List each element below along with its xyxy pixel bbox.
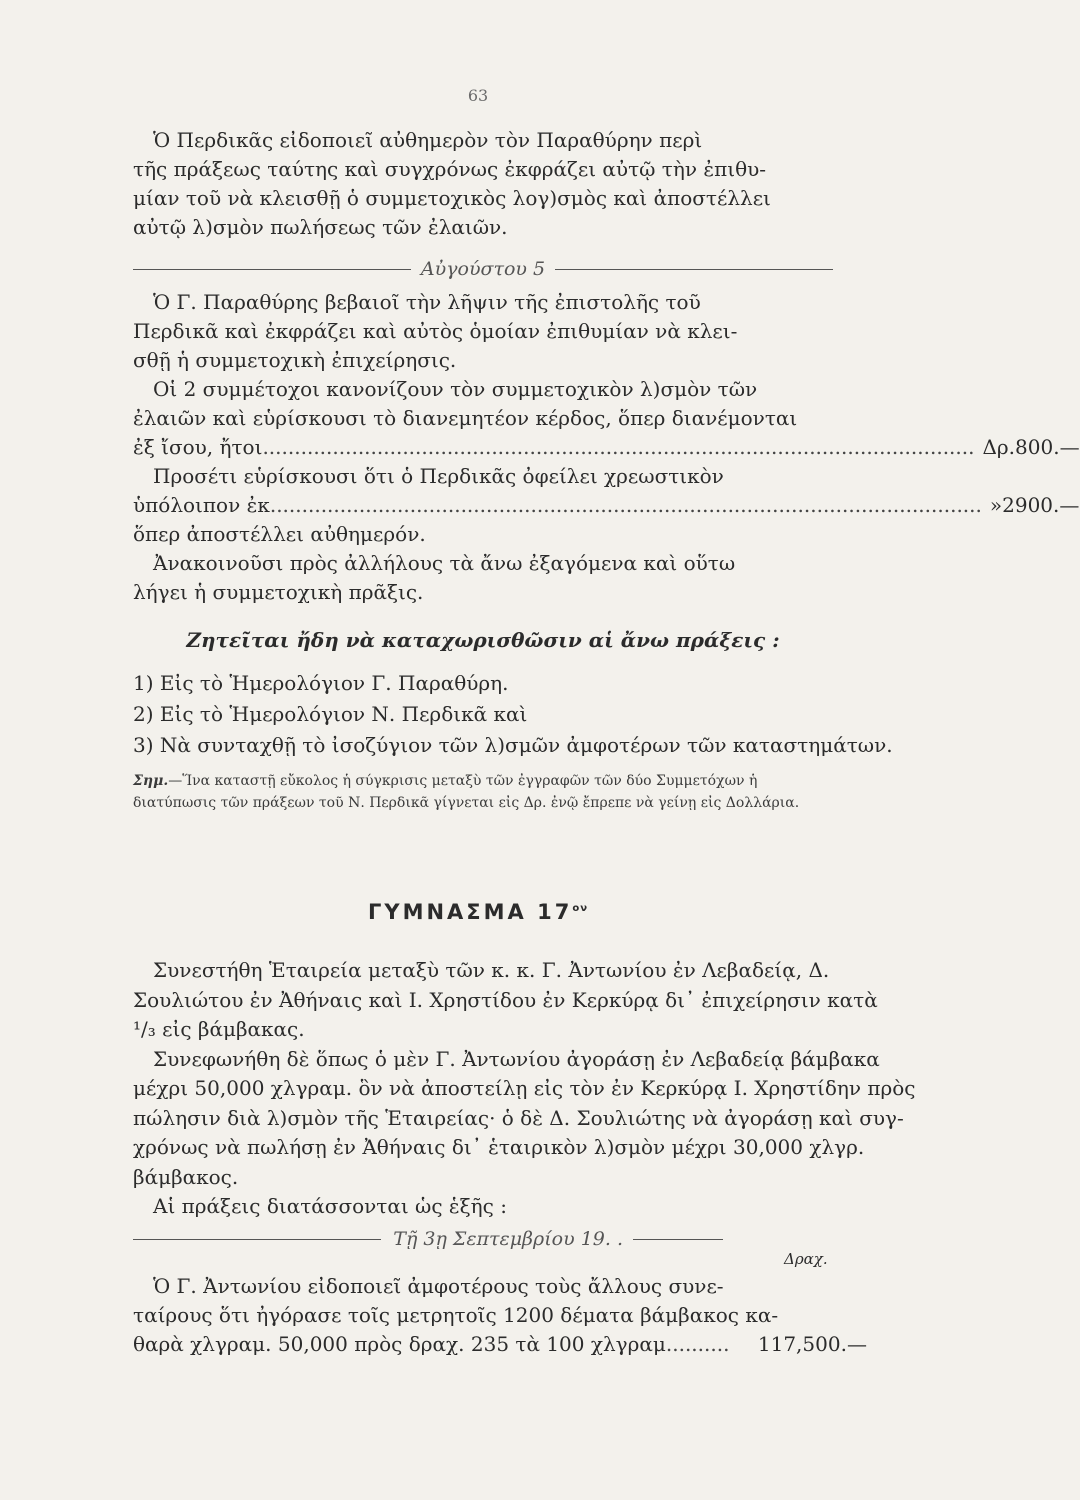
text-line: Οἱ 2 συμμέτοχοι κανονίζουν τὸν συμμετοχικὸν λ)σμὸν τῶν [153, 377, 758, 401]
paragraph-closing [133, 520, 833, 607]
text-line: ἐλαιῶν καὶ εὑρίσκουσι τὸ διανεμητέον κέρδος, ὅπερ διανέμονται [133, 406, 798, 430]
list-item: 2) Εἰς τὸ Ἡμερολόγιον Ν. Περδικᾶ καὶ [133, 702, 528, 726]
text-line: μίαν τοῦ νὰ κλεισθῇ ὁ συμμετοχικὸς λογ)σμὸς καὶ ἀποστέλλει [133, 186, 771, 210]
list-item: 3) Νὰ συνταχθῇ τὸ ἰσοζύγιον τῶν λ)σμῶν ἀμφοτέρων τῶν καταστημάτων. [133, 733, 893, 757]
ledger-row-profit [133, 433, 1080, 462]
paragraph-parathyris-reply [133, 288, 833, 433]
column-header-drachmas: Δραχ. [784, 1250, 828, 1268]
text-line: μέχρι 50,000 χλγραμ. ὃν νὰ ἀποστείλῃ εἰς τὸν ἐν Κερκύρᾳ Ι. Χρηστίδην πρὸς [133, 1076, 916, 1100]
page-number: 63 [467, 86, 489, 105]
currency-label: » [989, 493, 1003, 517]
divider [133, 1239, 381, 1240]
text-line: αὐτῷ λ)σμὸν πωλήσεως τῶν ἐλαιῶν. [133, 215, 508, 239]
text-line: ὅπερ ἀποστέλλει αὐθημερόν. [133, 522, 426, 546]
divider [133, 269, 411, 270]
text-line: βάμβακος. [133, 1164, 239, 1189]
text-line: Ὁ Περδικᾶς εἰδοποιεῖ αὐθημερὸν τὸν Παραθύρην περὶ [153, 128, 703, 152]
amount-value: 2900.— [1002, 493, 1080, 517]
task-list [133, 668, 893, 761]
footnote [133, 770, 838, 814]
date-label: Τῇ 3ῃ Σεπτεμβρίου 19. . [393, 1228, 623, 1250]
exercise-title [0, 900, 956, 924]
text-line: Σουλιώτου ἐν Ἀθήναις καὶ Ι. Χρηστίδου ἐν Κερκύρᾳ δι᾽ ἐπιχείρησιν κατὰ [133, 987, 878, 1012]
exercise-title-text: ΓΥΜΝΑΣΜΑ 17 [367, 900, 573, 924]
text-line: ¹/₃ εἰς βάμβακας. [133, 1017, 305, 1041]
ledger-row-purchase [133, 1330, 867, 1359]
text-line: σθῇ ἡ συμμετοχικὴ ἐπιχείρησις. [133, 348, 457, 372]
leader-dots: ................................................................................................................ [269, 493, 982, 517]
text-line: Ὁ Γ. Παραθύρης βεβαιοῖ τὴν λῆψιν τῆς ἐπιστολῆς τοῦ [153, 290, 701, 314]
ledger-row-balance [133, 491, 1080, 520]
exercise-title-suffix: ον [572, 903, 589, 914]
text-line: Περδικᾶ καὶ ἐκφράζει καὶ αὐτὸς ὁμοίαν ἐπιθυμίαν νὰ κλει- [133, 319, 738, 343]
row-label: θαρὰ χλγραμ. 50,000 πρὸς δραχ. 235 τὰ 100 χλγραμ [133, 1332, 666, 1356]
currency-label: Δρ. [982, 435, 1016, 459]
leader-dots: .......... [665, 1332, 730, 1356]
text-line: Συνεφωνήθη δὲ ὅπως ὁ μὲν Γ. Ἀντωνίου ἀγοράσῃ ἐν Λεβαδείᾳ βάμβακα [153, 1046, 880, 1071]
paragraph-perdikas-notice [133, 126, 833, 242]
date-heading-september [133, 1228, 723, 1250]
paragraph-purchase [133, 1272, 779, 1330]
row-label: ὑπόλοιπον ἐκ [133, 493, 270, 517]
paragraph-company [133, 956, 916, 1222]
text-line: πώλησιν διὰ λ)σμὸν τῆς Ἑταιρείας· ὁ δὲ Δ. Σουλιώτης νὰ ἀγοράσῃ καὶ συγ- [133, 1105, 904, 1130]
amount-value: 800.— [1015, 435, 1080, 459]
amount-value: 117,500.— [757, 1332, 867, 1356]
text-line: Προσέτι εὑρίσκουσι ὅτι ὁ Περδικᾶς ὀφείλει χρεωστικὸν [153, 464, 724, 488]
text-line: Αἱ πράξεις διατάσσονται ὡς ἑξῆς : [153, 1194, 507, 1218]
text-line: χρόνως νὰ πωλήσῃ ἐν Ἀθήναις δι᾽ ἑταιρικὸν λ)σμὸν μέχρι 30,000 χλγρ. [133, 1135, 865, 1159]
paragraph-debit-balance [133, 462, 833, 491]
text-line: ταίρους ὅτι ἠγόρασε τοῖς μετρητοῖς 1200 δέματα βάμβακος κα- [133, 1303, 779, 1327]
footnote-text: —Ἵνα καταστῇ εὔκολος ἡ σύγκρισις μεταξὺ τῶν ἐγγραφῶν τῶν δύο Συμμετόχων ἡ διατύπωσις τῶν πράξεων τοῦ Ν. Περδικᾶ γίγνεται εἰς Δρ. ἐνῷ ἔπρεπε νὰ γείνῃ εἰς Δολλάρια. [133, 773, 800, 811]
row-label: ἐξ ἴσου, ἤτοι [133, 435, 263, 459]
date-heading-august [133, 258, 833, 280]
date-label: Αὐγούστου 5 [420, 258, 546, 280]
text-line: τῆς πράξεως ταύτης καὶ συγχρόνως ἐκφράζει αὐτῷ τὴν ἐπιθυ- [133, 157, 767, 181]
text-line: Ἀνακοινοῦσι πρὸς ἀλλήλους τὰ ἄνω ἐξαγόμενα καὶ οὕτω [153, 551, 736, 575]
divider [555, 269, 833, 270]
text-line: λήγει ἡ συμμετοχικὴ πρᾶξις. [133, 580, 424, 604]
list-item: 1) Εἰς τὸ Ἡμερολόγιον Γ. Παραθύρη. [133, 671, 509, 695]
footnote-label: Σημ. [133, 773, 169, 789]
text-line: Ὁ Γ. Ἀντωνίου εἰδοποιεῖ ἀμφοτέρους τοὺς ἄλλους συνε- [153, 1274, 724, 1298]
text-line: Συνεστήθη Ἑταιρεία μεταξὺ τῶν κ. κ. Γ. Ἀντωνίου ἐν Λεβαδείᾳ, Δ. [153, 958, 830, 982]
task-heading: Ζητεῖται ἤδη νὰ καταχωρισθῶσιν αἱ ἄνω πράξεις : [186, 628, 780, 652]
divider [633, 1239, 723, 1240]
leader-dots: ................................................................................................................ [262, 435, 975, 459]
